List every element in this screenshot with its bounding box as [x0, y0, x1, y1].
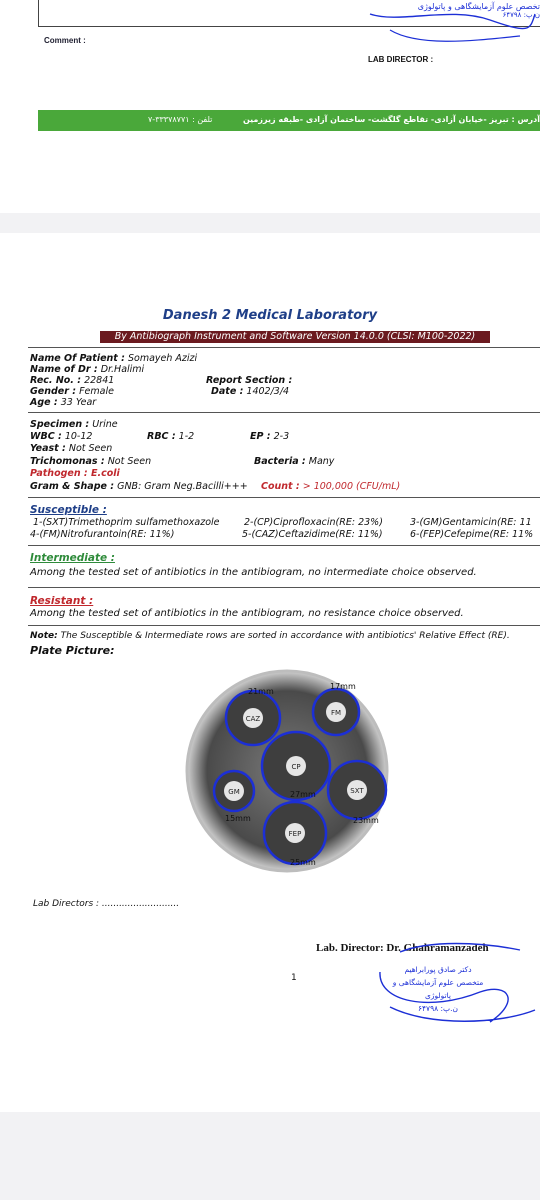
- zone-label: 25mm: [290, 858, 316, 867]
- divider: [28, 497, 540, 498]
- bottom-signature: [370, 932, 540, 1032]
- specimen-row: Specimen : Urine: [30, 419, 118, 430]
- disc-label: SXT: [350, 787, 364, 795]
- susceptible-item: 6-(FEP)Cefepime(RE: 11%: [410, 529, 534, 540]
- susceptible-item: 5-(CAZ)Ceftazidime(RE: 11%): [242, 529, 383, 540]
- gender-row: Gender : Female: [30, 386, 114, 397]
- zone-label: 23mm: [353, 816, 379, 825]
- address-bar: [38, 110, 540, 131]
- rec-row: Rec. No. : 22841: [30, 375, 115, 386]
- stamp-specialty: متخصص علوم آزمایشگاهی و پاتولوژی: [392, 978, 484, 1000]
- divider: [28, 412, 540, 413]
- lab-director-label: LAB DIRECTOR :: [368, 55, 434, 64]
- wbc-row: WBC : 10-12: [30, 431, 93, 442]
- disc-cp: [262, 732, 330, 800]
- subtitle-bar: By Antibiograph Instrument and Software Version 14.0.0 (CLSI: M100-2022): [100, 331, 490, 343]
- page-gap: [0, 213, 540, 233]
- stamp-number: ن.پ: ۶۴۷۹۸: [417, 1004, 459, 1013]
- susceptible-item: 4-(FM)Nitrofurantoin(RE: 11%): [30, 529, 175, 540]
- report-section: Report Section :: [206, 375, 293, 386]
- page-number: 1: [291, 973, 297, 983]
- zone-label: 17mm: [330, 682, 356, 691]
- doctor-row: Name of Dr : Dr.Halimi: [30, 364, 145, 375]
- top-stamp-line2: ن.پ: ۶۴۷۹۸: [502, 11, 540, 19]
- page-bottom-gap: [0, 1112, 540, 1200]
- divider: [28, 347, 540, 348]
- note-row: Note: The Susceptible & Intermediate rows are sorted in accordance with antibiotics' Relative Effect (RE).: [30, 631, 510, 641]
- susceptible-heading: Susceptible :: [30, 504, 107, 516]
- disc-label: FM: [330, 709, 342, 717]
- top-stamp-line1: تخصص علوم آزمایشگاهی و پاتولوژی: [417, 2, 540, 11]
- resistant-text: Among the tested set of antibiotics in the antibiogram, no resistance choice observed.: [30, 608, 464, 619]
- zone-label: 15mm: [225, 814, 251, 823]
- divider: [28, 625, 540, 626]
- date-row: Date : 1402/3/4: [211, 386, 290, 397]
- disc-label: FEP: [288, 830, 302, 838]
- stamp-name: دکتر صادق پورابراهیم: [404, 965, 472, 974]
- rbc-row: RBC : 1-2: [147, 431, 195, 442]
- pathogen-row: Pathogen : E.coli: [30, 468, 120, 479]
- gram-row: Gram & Shape : GNB: Gram Neg.Bacilli+++: [30, 481, 248, 492]
- intermediate-text: Among the tested set of antibiotics in the antibiogram, no intermediate choice observed.: [30, 567, 477, 578]
- ep-row: EP : 2-3: [250, 431, 290, 442]
- lab-director-signature-line: Lab. Director: Dr. Ghahramanzadeh: [316, 942, 489, 954]
- divider: [28, 545, 540, 546]
- divider: [28, 587, 540, 588]
- yeast-row: Yeast : Not Seen: [30, 443, 113, 454]
- plate-heading: Plate Picture:: [30, 644, 115, 657]
- disc-label: CP: [291, 763, 301, 771]
- patient-row: Name Of Patient : Somayeh Azizi: [30, 353, 198, 364]
- bacteria-row: Bacteria : Many: [254, 456, 335, 467]
- phone-text: تلفن : ۳۳۳۷۸۷۷۱-۷: [148, 115, 213, 124]
- lab-directors-line: Lab Directors : ...........................: [33, 899, 180, 909]
- susceptible-item: 1-(SXT)Trimethoprim sulfamethoxazole: [33, 517, 220, 528]
- lab-title: Danesh 2 Medical Laboratory: [162, 308, 378, 323]
- zone-label: 21mm: [248, 687, 274, 696]
- plate-picture: [182, 668, 392, 878]
- top-signature: [360, 0, 540, 60]
- address-text: آدرس : تبریز -خیابان آزادی- تقاطع گلگشت- ساختمان آزادی -طبقه زیرزمین: [242, 115, 540, 124]
- age-row: Age : 33 Year: [30, 397, 97, 408]
- trichomonas-row: Trichomonas : Not Seen: [30, 456, 152, 467]
- susceptible-item: 2-(CP)Ciprofloxacin(RE: 23%): [244, 517, 383, 528]
- disc-label: CAZ: [245, 715, 261, 723]
- comment-label: Comment :: [44, 36, 86, 45]
- susceptible-item: 3-(GM)Gentamicin(RE: 11: [410, 517, 532, 528]
- zone-label: 27mm: [290, 790, 316, 799]
- resistant-heading: Resistant :: [30, 595, 94, 607]
- count-row: Count : > 100,000 (CFU/mL): [261, 481, 401, 492]
- intermediate-heading: Intermediate :: [30, 552, 115, 564]
- disc-label: GM: [228, 788, 240, 796]
